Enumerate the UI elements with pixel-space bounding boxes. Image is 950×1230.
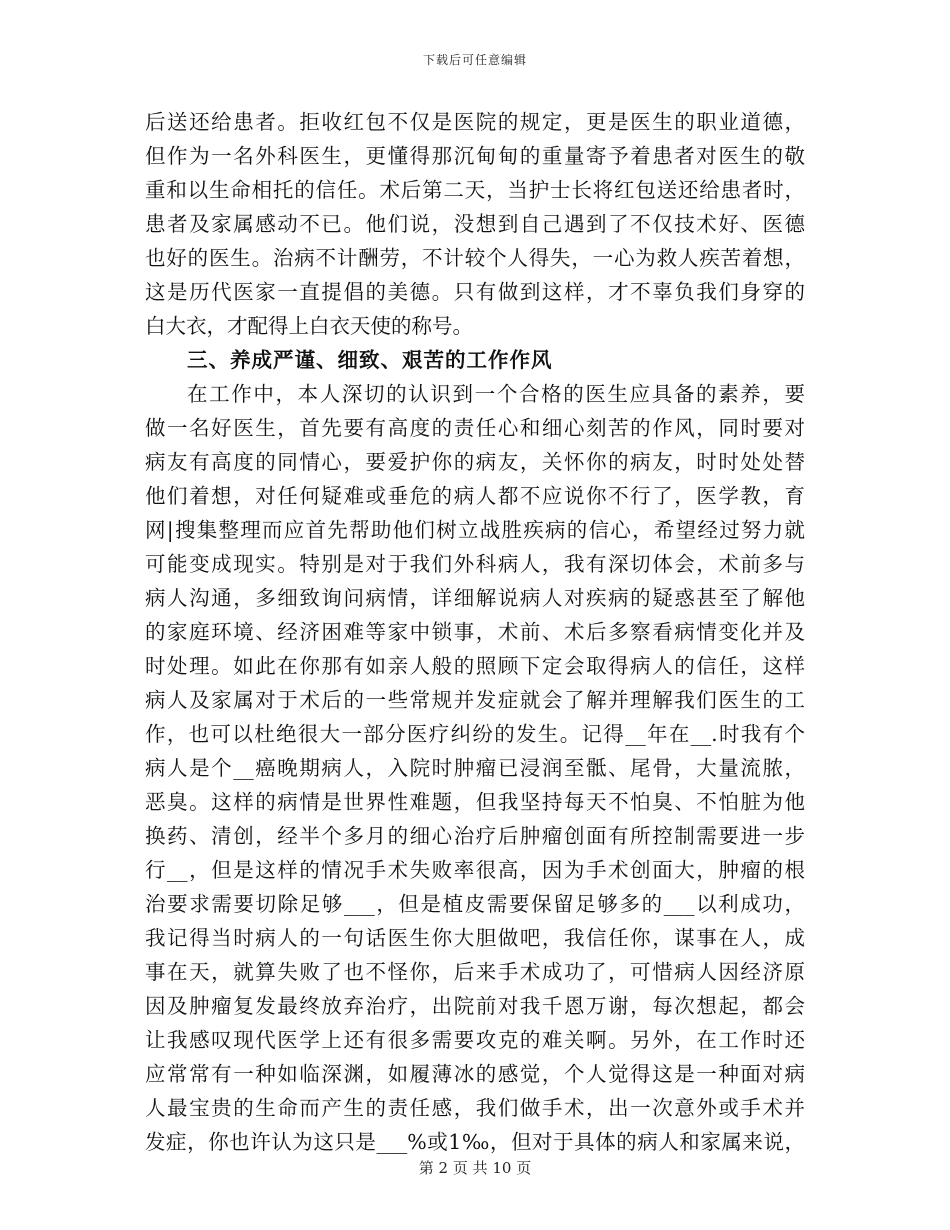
body-line: 应常常有一种如临深渊，如履薄冰的感觉，个人觉得这是一种面对病 bbox=[145, 1062, 805, 1086]
document-body bbox=[145, 105, 805, 1159]
body-line: 这是历代医家一直提倡的美德。只有做到这样，才不辜负我们身穿的 bbox=[145, 280, 805, 304]
body-line: 他们着想，对任何疑难或垂危的病人都不应说你不行了，医学教，育 bbox=[145, 484, 805, 508]
body-line: 恶臭。这样的病情是世界性难题，但我坚持每天不怕臭、不怕脏为他 bbox=[145, 790, 805, 814]
body-line: 人最宝贵的生命而产生的责任感，我们做手术，出一次意外或手术并 bbox=[145, 1096, 805, 1120]
body-line: 病人是个__癌晚期病人，入院时肿瘤已浸润至骶、尾骨，大量流脓， bbox=[145, 756, 805, 780]
body-line: 病人沟通，多细致询问病情，详细解说病人对疾病的疑惑甚至了解他 bbox=[145, 586, 805, 610]
body-line: 因及肿瘤复发最终放弃治疗，出院前对我千恩万谢，每次想起，都会 bbox=[145, 994, 805, 1018]
body-line: 做一名好医生，首先要有高度的责任心和细心刻苦的作风，同时要对 bbox=[145, 416, 805, 440]
paragraph-first-line: 在工作中，本人深切的认识到一个合格的医生应具备的素养，要 bbox=[187, 382, 805, 406]
body-line: 让我感叹现代医学上还有很多需要攻克的难关啊。另外，在工作时还 bbox=[145, 1028, 805, 1052]
body-line: 治要求需要切除足够___，但是植皮需要保留足够多的___以利成功， bbox=[145, 892, 805, 916]
body-line: 发症，你也许认为这只是___%或1‰，但对于具体的病人和家属来说， bbox=[145, 1130, 805, 1154]
body-line: 我记得当时病人的一句话医生你大胆做吧，我信任你，谋事在人，成 bbox=[145, 926, 805, 950]
page-header-note: 下载后可任意编辑 bbox=[422, 53, 527, 67]
body-line: 病友有高度的同情心，要爱护你的病友，关怀你的病友，时时处处替 bbox=[145, 450, 805, 474]
body-line: 行__，但是这样的情况手术失败率很高，因为手术创面大，肿瘤的根 bbox=[145, 858, 805, 882]
body-line: 可能变成现实。特别是对于我们外科病人，我有深切体会，术前多与 bbox=[145, 552, 805, 576]
body-line: 事在天，就算失败了也不怪你，后来手术成功了，可惜病人因经济原 bbox=[145, 960, 805, 984]
page-number: 第 2 页 共 10 页 bbox=[418, 1159, 532, 1177]
body-line: 的家庭环境、经济困难等家中锁事，术前、术后多察看病情变化并及 bbox=[145, 620, 805, 644]
body-line: 换药、清创，经半个多月的细心治疗后肿瘤创面有所控制需要进一步 bbox=[145, 824, 805, 848]
body-line: 网|搜集整理而应首先帮助他们树立战胜疾病的信心，希望经过努力就 bbox=[145, 518, 805, 542]
body-line: 病人及家属对于术后的一些常规并发症就会了解并理解我们医生的工 bbox=[145, 688, 805, 712]
body-line: 但作为一名外科医生，更懂得那沉甸甸的重量寄予着患者对医生的敬 bbox=[145, 144, 805, 168]
body-line: 作，也可以杜绝很大一部分医疗纠纷的发生。记得__年在__.时我有个 bbox=[145, 722, 805, 746]
body-line: 重和以生命相托的信任。术后第二天，当护士长将红包送还给患者时， bbox=[145, 178, 805, 202]
body-line: 也好的医生。治病不计酬劳，不计较个人得失，一心为救人疾苦着想， bbox=[145, 246, 805, 270]
section-heading: 三、养成严谨、细致、艰苦的工作作风 bbox=[187, 348, 553, 372]
body-line: 白大衣，才配得上白衣天使的称号。 bbox=[145, 314, 473, 338]
body-line: 后送还给患者。拒收红包不仅是医院的规定，更是医生的职业道德， bbox=[145, 110, 805, 134]
body-line: 时处理。如此在你那有如亲人般的照顾下定会取得病人的信任，这样 bbox=[145, 654, 805, 678]
body-line: 患者及家属感动不已。他们说，没想到自己遇到了不仅技术好、医德 bbox=[145, 212, 805, 236]
